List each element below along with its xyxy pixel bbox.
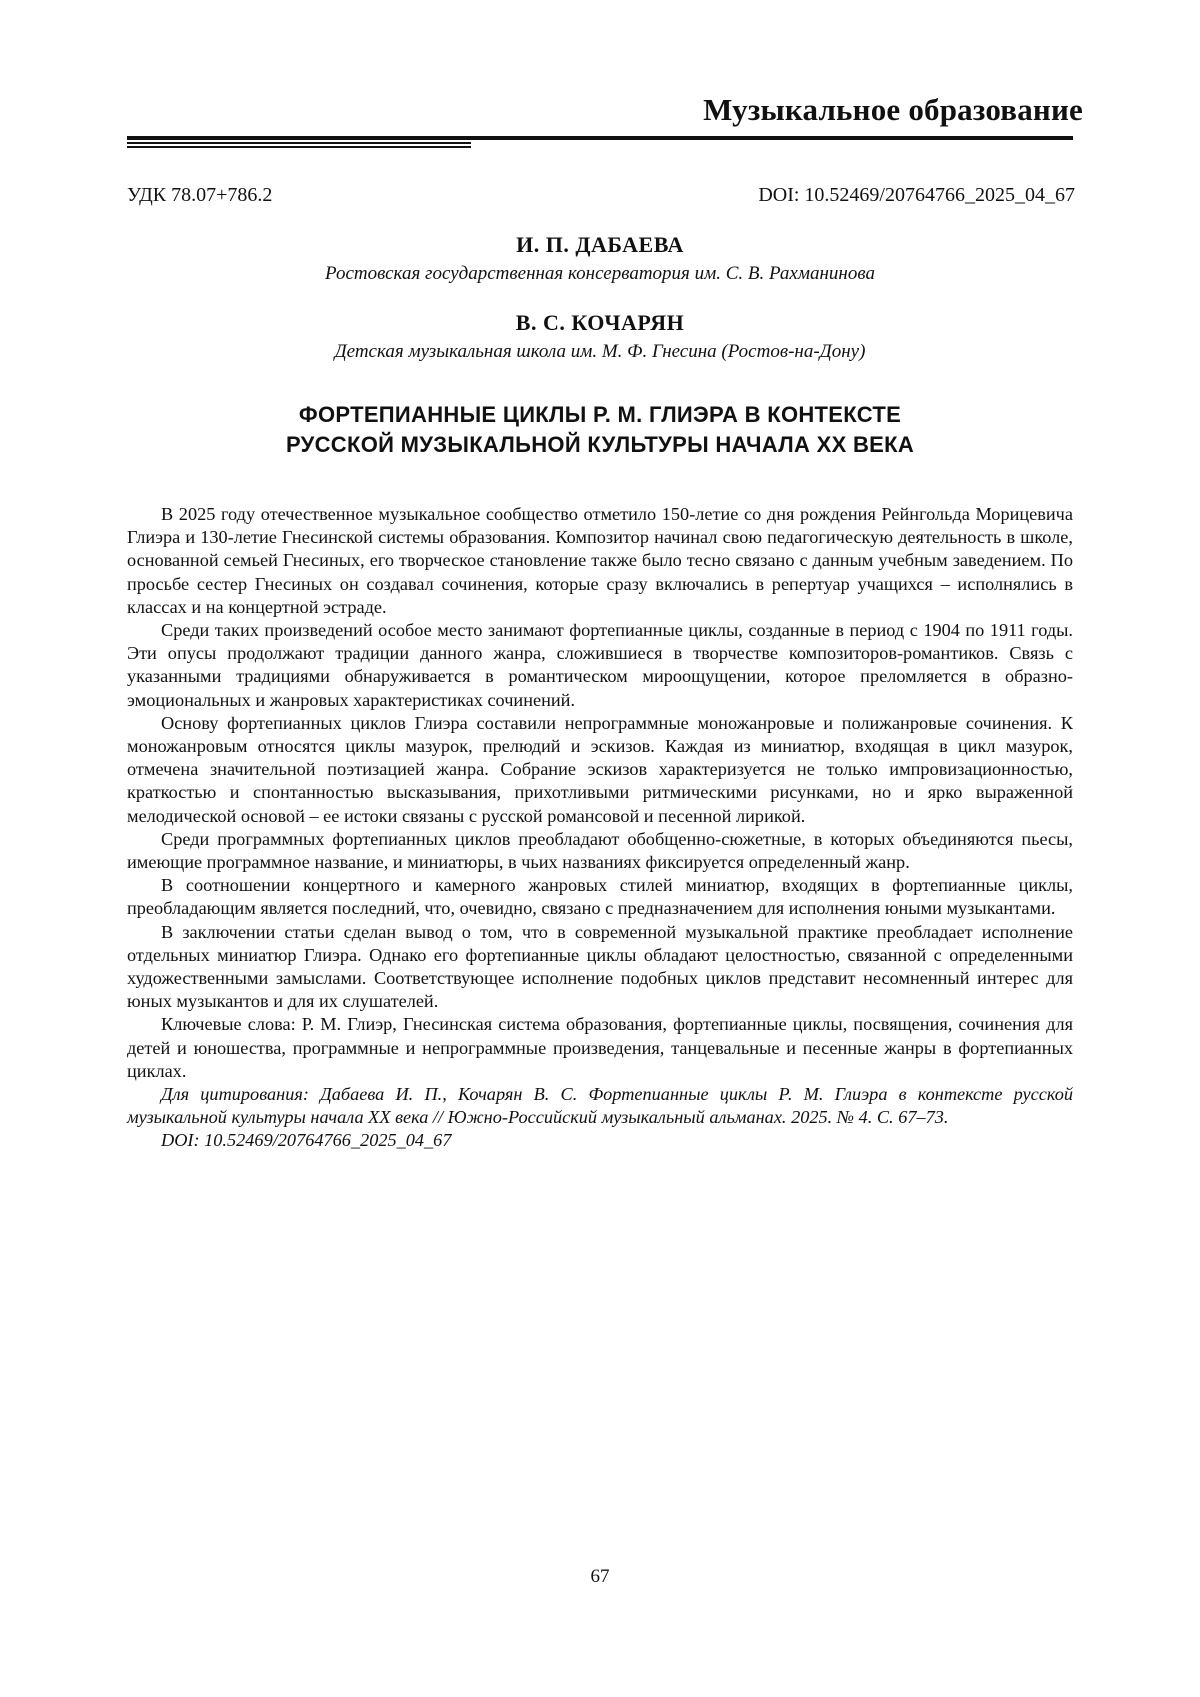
abstract-paragraph: Среди таких произведений особое место занимают фортепианные циклы, созданные в период с 1904 по 1911 годы. Эти опусы продолжают традиции данного жанра, сложившиеся в творчестве композиторов-романтиков. Связь с указанными традициями обнаруживается в романтическом мироощущении, которое преломляется в образно-эмоциональных и жанровых характеристиках сочинений. — [127, 620, 1073, 710]
abstract-paragraph: Основу фортепианных циклов Глиэра составили непрограммные моножанровые и полижанровые сочинения. К моножанровым относятся циклы мазурок, прелюдий и эскизов. Каждая из миниатюр, входящая в цикл мазурок, отмечена значительной поэтизацией жанра. Собрание эскизов характеризуется не только импровизационностью, краткостью и спонтанностью высказывания, прихотливыми ритмическими рисунками, но и ярко выраженной мелодической основой – ее истоки связаны с русской романсовой и песенной лирикой. — [127, 712, 1073, 826]
header-rule-thin-1 — [127, 142, 471, 144]
abstract-paragraph: В 2025 году отечественное музыкальное сообщество отметило 150-летие со дня рождения Рейнгольда Морицевича Глиэра и 130-летие Гнесинской системы образования. Композитор начинал свою педагогическую деятельность в школе, основанной семьей Гнесиных, его творческое становление также было тесно связано с данным учебным заведением. По просьбе сестер Гнесиных он создавал сочинения, которые сразу включались в репертуар учащихся – исполнялись в классах и на концертной эстраде. — [127, 504, 1073, 617]
article-title-line-1: ФОРТЕПИАННЫЕ ЦИКЛЫ Р. М. ГЛИЭРА В КОНТЕКСТЕ — [298, 402, 902, 427]
author-1-affiliation: Ростовская государственная консерватория им. С. В. Рахманинова — [325, 263, 875, 284]
author-2-name: В. С. КОЧАРЯН — [515, 310, 685, 335]
page-number: 67 — [590, 1566, 610, 1587]
article-title-line-2: РУССКОЙ МУЗЫКАЛЬНОЙ КУЛЬТУРЫ НАЧАЛА XX ВЕКА — [285, 432, 915, 457]
citation-doi: DOI: 10.52469/20764766_2025_04_67 — [161, 1130, 452, 1151]
author-1-name: И. П. ДАБАЕВА — [516, 232, 684, 257]
abstract-paragraph: Среди программных фортепианных циклов преобладают обобщенно-сюжетные, в которых объединяются пьесы, имеющие программное название, и миниатюры, в чьих названиях фиксируется определенный жанр. — [127, 828, 1073, 873]
section-title: Музыкальное образование — [703, 92, 1083, 127]
header-rule-thin-2 — [127, 146, 471, 148]
author-2-affiliation: Детская музыкальная школа им. М. Ф. Гнесина (Ростов-на-Дону) — [334, 341, 866, 362]
header-rule-thick — [127, 136, 1073, 140]
udk-code: УДК 78.07+786.2 — [127, 184, 273, 206]
keywords: Ключевые слова: Р. М. Глиэр, Гнесинская система образования, фортепианные циклы, посвящения, сочинения для детей и юношества, программные и непрограммные произведения, танцевальные и песенные жанры в фортепианных циклах. — [127, 1014, 1073, 1081]
doi-header: DOI: 10.52469/20764766_2025_04_67 — [758, 184, 1075, 206]
abstract-paragraph: В соотношении концертного и камерного жанровых стилей миниатюр, входящих в фортепианные циклы, преобладающим является последний, что, очевидно, связано с предназначением для исполнения юными музыкантами. — [127, 875, 1073, 919]
citation: Для цитирования: Дабаева И. П., Кочарян В. С. Фортепианные циклы Р. М. Глиэра в контексте русской музыкальной культуры начала XX века // Южно-Российский музыкальный альманах. 2025. № 4. С. 67–73. — [127, 1084, 1073, 1128]
abstract-paragraph: В заключении статьи сделан вывод о том, что в современной музыкальной практике преобладает исполнение отдельных миниатюр Глиэра. Однако его фортепианные циклы обладают целостностью, связанной с определенными художественными замыслами. Соответствующее исполнение подобных циклов представит несомненный интерес для юных музыкантов и для их слушателей. — [127, 921, 1073, 1012]
abstract — [127, 503, 1073, 1153]
article-title — [127, 400, 1073, 460]
